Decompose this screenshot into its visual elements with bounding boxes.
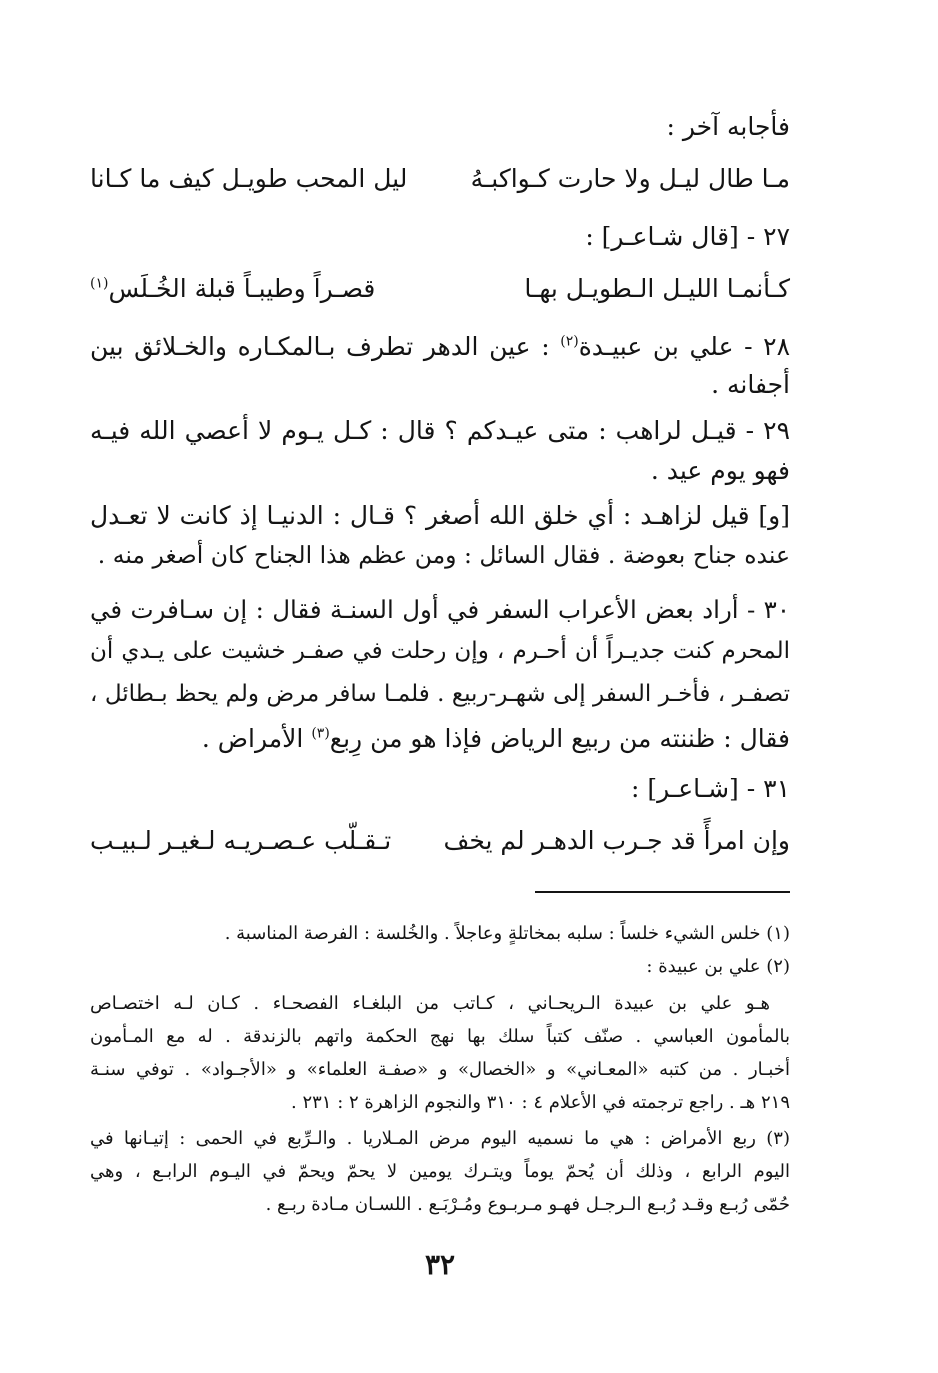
verse-3 (90, 826, 790, 866)
paragraph-28-line-2: أجفانه . (711, 370, 790, 399)
footnote-ref-1: (١) (90, 275, 109, 292)
footnote-2-line-1: هـو علي بن عبيدة الـريحـاني ، كـاتب من البلغـاء الفصحـاء . كـان لـه اختصـاص (90, 993, 770, 1014)
p28-post: : عين الدهر تطرف بـالمكـاره والخـلائق بين (90, 332, 561, 361)
page-number: ٣٢ (424, 1248, 456, 1281)
paragraph-28-line-1 (90, 332, 790, 361)
footnote-3-line-3: حُمّى رُبـع وقـد رُبـع الـرجـل فهـو مـربـوع ومُـرْبَـع . اللسـان مـادة ربـع . (265, 1194, 790, 1215)
p30-post: الأمراض . (201, 724, 312, 753)
paragraph-w-line-2: عنده جناح بعوضة . فقال السائل : ومن عظم هذا الجناح كان أصغر منه . (97, 541, 790, 569)
footnote-separator (535, 891, 790, 893)
footnote-2-line-3: أخبـار . من كتبه «المعـاني» و «الخصال» و «صفـة العلماء» و «الأجـواد» . توفي سنـة (90, 1059, 790, 1080)
verse-2-second-hemistich (90, 274, 375, 303)
verse-2 (90, 274, 790, 314)
footnote-ref-3: (٣) (311, 725, 330, 742)
paragraph-30-line-2: المحرم كنت جديـراً أن أحـرم ، وإن رحلت في صفـر خشيت على يـدي أن (90, 638, 790, 664)
book-page (90, 0, 790, 1373)
p30-pre: فقال : ظننته من ربيع الرياض فإذا هو من رِبع (329, 724, 790, 753)
verse-1 (90, 164, 790, 204)
paragraph-30-line-4 (90, 724, 790, 753)
verse-3-second-hemistich: تـقـلّب عـصـريـه لـغيـر لـبيـب (90, 826, 392, 855)
heading-31: ٣١ - [شـاعـر] : (630, 774, 790, 803)
paragraph-w-line-1: [و] قيل لزاهـد : أي خلق الله أصغر ؟ قـال : الدنيـا إذ كانت لا تعـدل (90, 501, 790, 530)
footnote-1: (١) خلس الشيء خلساً : سلبه بمخاتلةٍ وعاجلاً . والخُلسة : الفرصة المناسبة . (224, 923, 790, 944)
verse-3-first-hemistich: وإن امرأً قد جـرب الدهـر لم يخف (443, 826, 790, 855)
p28-pre: ٢٨ - علي بن عبيـدة (578, 332, 790, 361)
footnote-2-line-4: ٢١٩ هـ . راجع ترجمته في الأعلام ٤ : ٣١٠ والنجوم الزاهرة ٢ : ٢٣١ . (291, 1092, 790, 1113)
verse-2-first-hemistich: كـأنمـا الليـل الـطويـل بهـا (524, 274, 790, 303)
paragraph-29-line-2: فهو يوم عيد . (650, 456, 790, 485)
footnote-3-line-1: (٣) ربع الأمراض : هي ما نسميه اليوم مرض المـلاريا . والـرِّبع في الحمى : إتيـانها في (90, 1128, 790, 1149)
footnote-ref-2: (٢) (560, 333, 579, 350)
verse-1-second-hemistich: ليل المحب طويـل كيف ما كـانا (90, 164, 408, 193)
paragraph-30-line-3: تصفـر ، فأخـر السفر إلى شهـر-ربيع . فلمـا سافر مرض ولم يحظ بـطائل ، (90, 681, 790, 707)
verse-1-first-hemistich: مـا طال ليـل ولا حارت كـواكبـهُ (470, 164, 790, 193)
footnote-3-line-2: اليوم الرابع ، وذلك أن يُحمّ يوماً ويتـرك يومين لا يحمّ ويحمّ في اليـوم الرابـع ، وهي (90, 1161, 790, 1182)
footnote-2-line-2: بالمأمون العباسي . صنّف كتباً سلك بها نهج الحكمة واتهم بالزندقة . له مع المـأمون (90, 1026, 790, 1047)
footnote-2-title: (٢) علي بن عبيدة : (646, 956, 790, 977)
heading-27: ٢٧ - [قال شـاعـر] : (585, 222, 790, 251)
verse-2-text: قصـراً وطيبـاً قبلة الخُـلَس (108, 274, 376, 303)
paragraph-29-line-1: ٢٩ - قيـل لراهب : متى عيـدكم ؟ قال : كـل يـوم لا أعصي الله فيـه (90, 416, 790, 445)
paragraph-30-line-1: ٣٠ - أراد بعض الأعراب السفر في أول السنـة فقال : إن سـافرت في (90, 595, 790, 624)
intro-line: فأجابه آخر : (666, 112, 790, 141)
